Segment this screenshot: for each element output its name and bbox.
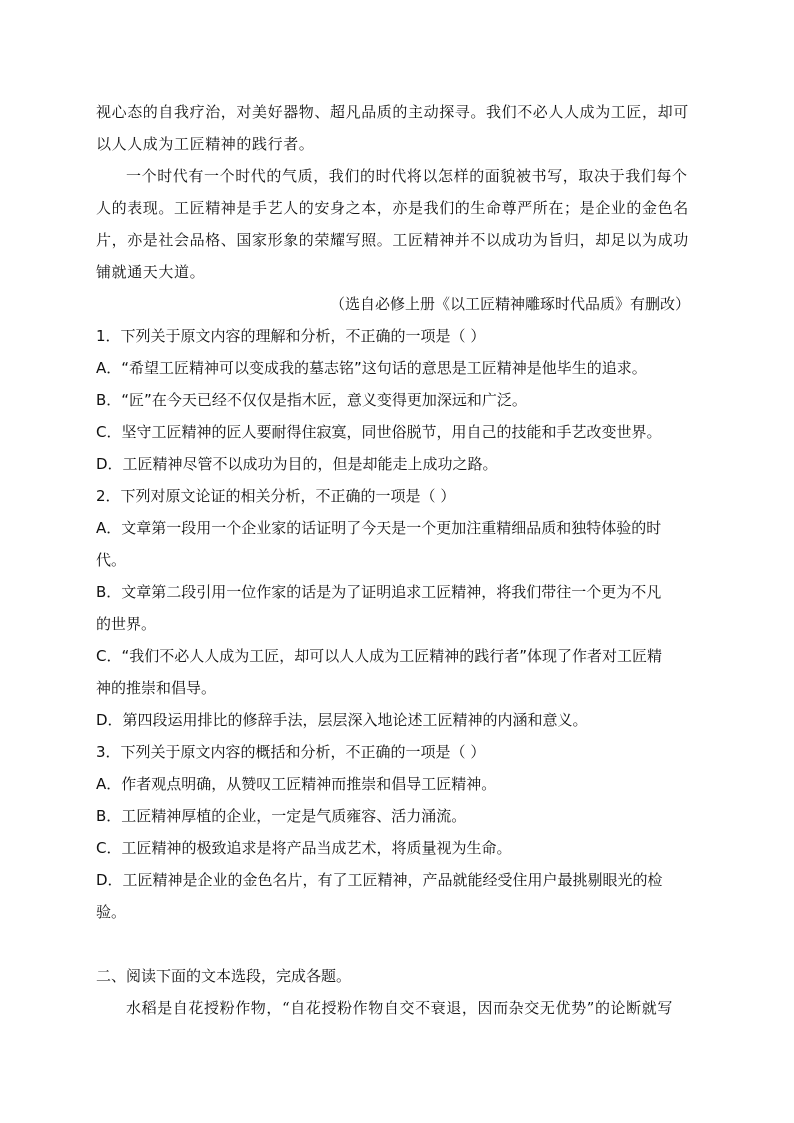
passage-line: 视心态的自我疗治，对美好器物、超凡品质的主动探寻。我们不必人人成为工匠，却可: [96, 103, 689, 121]
question-2-option-b: B．文章第二段引用一位作家的话是为了证明追求工匠精神，将我们带往一个更为不凡: [96, 583, 662, 601]
passage-line: 人的表现。工匠精神是手艺人的安身之本，亦是我们的生命尊严所在；是企业的金色名: [96, 199, 689, 217]
passage-line: 以人人成为工匠精神的践行者。: [96, 135, 315, 153]
question-1-option-b: B．“匠”在今天已经不仅仅是指木匠，意义变得更加深远和广泛。: [96, 391, 527, 409]
question-3-stem: 3．下列关于原文内容的概括和分析，不正确的一项是（ ）: [96, 743, 486, 761]
section-heading: 二、阅读下面的文本选段，完成各题。: [96, 967, 352, 985]
question-2-option-c-cont: 神的推崇和倡导。: [96, 679, 217, 697]
question-2-option-b-cont: 的世界。: [96, 615, 157, 633]
passage-line: 铺就通天大道。: [96, 263, 206, 281]
question-2-stem: 2．下列对原文论证的相关分析，不正确的一项是（ ）: [96, 487, 456, 505]
question-2-option-d: D．第四段运用排比的修辞手法，层层深入地论述工匠精神的内涵和意义。: [96, 711, 588, 729]
question-3-option-d-cont: 验。: [96, 903, 127, 921]
question-1-stem: 1．下列关于原文内容的理解和分析，不正确的一项是（ ）: [96, 327, 486, 345]
question-3-option-a: A．作者观点明确，从赞叹工匠精神而推崇和倡导工匠精神。: [96, 775, 497, 793]
passage-line: 一个时代有一个时代的气质，我们的时代将以怎样的面貌被书写，取决于我们每个: [126, 167, 688, 185]
source-citation: （选自必修上册《以工匠精神雕琢时代品质》有删改）: [329, 295, 690, 313]
passage-line: 片，亦是社会品格、国家形象的荣耀写照。工匠精神并不以成功为旨归，却足以为成功: [96, 231, 689, 249]
question-3-option-d: D．工匠精神是企业的金色名片，有了工匠精神，产品就能经受住用户最挑剔眼光的检: [96, 871, 663, 889]
question-1-option-c: C．坚守工匠精神的匠人要耐得住寂寞，同世俗脱节，用自己的技能和手艺改变世界。: [96, 423, 662, 441]
question-2-option-a: A．文章第一段用一个企业家的话证明了今天是一个更加注重精细品质和独特体验的时: [96, 519, 662, 537]
question-1-option-a: A．“希望工匠精神可以变成我的墓志铭”这句话的意思是工匠精神是他毕生的追求。: [96, 359, 647, 377]
question-3-option-b: B．工匠精神厚植的企业，一定是气质雍容、活力涌流。: [96, 807, 467, 825]
question-2-option-a-cont: 代。: [96, 551, 127, 569]
question-1-option-d: D．工匠精神尽管不以成功为目的，但是却能走上成功之路。: [96, 455, 498, 473]
section-passage-line: 水稻是自花授粉作物，“自花授粉作物自交不衰退，因而杂交无优势”的论断就写: [126, 999, 673, 1017]
question-2-option-c: C．“我们不必人人成为工匠，却可以人人成为工匠精神的践行者”体现了作者对工匠精: [96, 647, 663, 665]
question-3-option-c: C．工匠精神的极致追求是将产品当成艺术，将质量视为生命。: [96, 839, 512, 857]
